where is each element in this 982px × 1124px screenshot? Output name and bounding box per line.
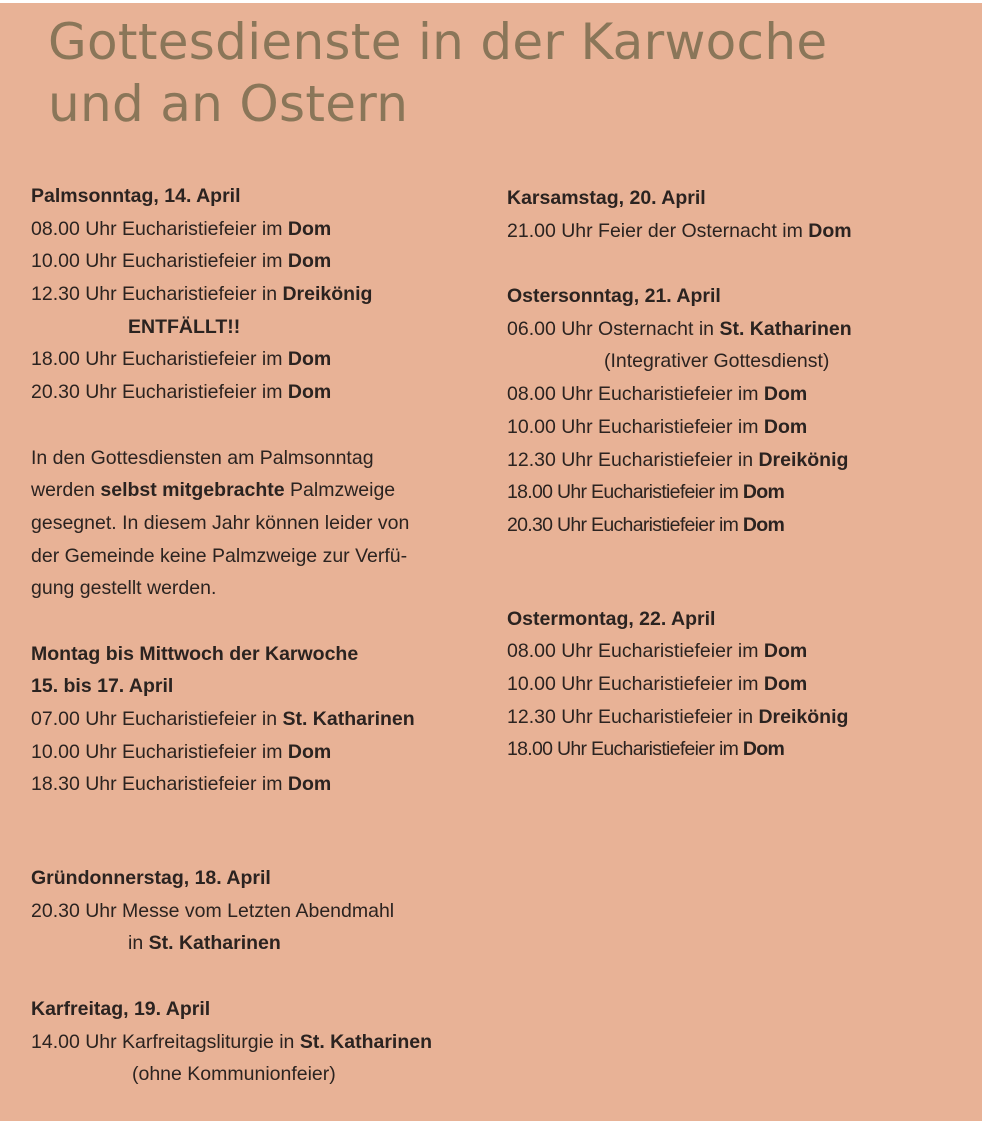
service-place: Dom bbox=[287, 381, 332, 404]
service-place: Dom bbox=[763, 672, 808, 695]
left-column bbox=[31, 180, 491, 1091]
service-line bbox=[507, 444, 967, 477]
service-time-text: 08.00 Uhr Eucharistiefeier im bbox=[31, 217, 288, 240]
service-place: Dom bbox=[808, 219, 852, 242]
service-place: Dom bbox=[763, 415, 808, 438]
service-time-text: 21.00 Uhr Feier der Osternacht im bbox=[507, 219, 809, 242]
note-text: Palmzweige bbox=[284, 479, 396, 502]
section-heading: Montag bis Mittwoch der Karwoche bbox=[31, 642, 359, 665]
section-palmsonntag bbox=[31, 180, 491, 409]
service-line bbox=[507, 509, 967, 542]
service-place: Dom bbox=[763, 383, 808, 406]
note-emphasis: selbst mitgebrachte bbox=[100, 479, 285, 502]
service-place: Dreikönig bbox=[282, 283, 373, 306]
service-place: Dom bbox=[287, 773, 332, 796]
section-karfreitag bbox=[31, 993, 491, 1091]
cancelled-note bbox=[31, 311, 491, 344]
service-line bbox=[507, 215, 967, 248]
service-place: Dreikönig bbox=[758, 705, 849, 728]
note-line: der Gemeinde keine Palmzweige zur Verfü- bbox=[31, 544, 408, 567]
service-time-text: 20.30 Uhr Eucharistiefeier im bbox=[507, 513, 743, 536]
section-ostersonntag bbox=[507, 280, 967, 542]
service-time-text: 18.00 Uhr Eucharistiefeier im bbox=[507, 738, 743, 761]
service-line bbox=[31, 1026, 491, 1059]
service-line bbox=[507, 476, 967, 509]
note-line: gung gestellt werden. bbox=[31, 577, 217, 600]
service-place: Dreikönig bbox=[758, 448, 849, 471]
service-line bbox=[31, 213, 491, 246]
flyer-panel bbox=[0, 3, 982, 1121]
service-time-text: 14.00 Uhr Karfreitagsliturgie in bbox=[31, 1030, 300, 1053]
service-line bbox=[31, 703, 491, 736]
service-place: St. Katharinen bbox=[299, 1030, 432, 1053]
service-line bbox=[507, 378, 967, 411]
service-time-text: 12.30 Uhr Eucharistiefeier in bbox=[31, 283, 283, 306]
service-line bbox=[31, 736, 491, 769]
section-heading: Ostermontag, 22. April bbox=[507, 607, 716, 630]
service-time-text: 10.00 Uhr Eucharistiefeier im bbox=[507, 672, 764, 695]
service-time-text: 07.00 Uhr Eucharistiefeier in bbox=[31, 708, 283, 730]
service-place: Dom bbox=[287, 217, 332, 240]
service-time-text: 06.00 Uhr Osternacht in bbox=[507, 317, 720, 340]
section-ostermontag bbox=[507, 603, 967, 766]
service-line bbox=[507, 411, 967, 444]
service-note: (Integrativer Gottesdienst) bbox=[604, 350, 830, 373]
service-time-text: 10.00 Uhr Eucharistiefeier im bbox=[31, 250, 288, 273]
service-line bbox=[507, 313, 967, 346]
service-time-text: 18.00 Uhr Eucharistiefeier im bbox=[507, 481, 743, 504]
section-heading: Ostersonntag, 21. April bbox=[507, 285, 721, 308]
service-time-text: 12.30 Uhr Eucharistiefeier in bbox=[507, 448, 759, 471]
service-place: Dom bbox=[742, 513, 785, 536]
note-text: werden bbox=[31, 479, 101, 502]
service-note: (ohne Kommunionfeier) bbox=[132, 1063, 336, 1086]
note-line: In den Gottesdiensten am Palmsonntag bbox=[31, 446, 374, 469]
section-heading: Karfreitag, 19. April bbox=[31, 997, 211, 1020]
section-karsamstag bbox=[507, 182, 967, 247]
service-time-text: 08.00 Uhr Eucharistiefeier im bbox=[507, 640, 764, 663]
service-place: St. Katharinen bbox=[282, 708, 415, 730]
service-line bbox=[31, 343, 491, 376]
service-line: 20.30 Uhr Messe vom Letzten Abendmahl bbox=[31, 899, 395, 922]
right-column bbox=[507, 182, 967, 766]
service-time-text: in bbox=[128, 932, 149, 955]
section-karwoche bbox=[31, 638, 491, 801]
service-place: Dom bbox=[287, 740, 332, 763]
service-place: St. Katharinen bbox=[148, 932, 281, 955]
service-line bbox=[507, 668, 967, 701]
service-time-text: 12.30 Uhr Eucharistiefeier in bbox=[507, 705, 759, 728]
service-time-text: 18.00 Uhr Eucharistiefeier im bbox=[31, 348, 288, 371]
section-heading: Gründonnerstag, 18. April bbox=[31, 867, 271, 890]
service-time-text: 10.00 Uhr Eucharistiefeier im bbox=[507, 415, 764, 438]
section-gruendonnerstag bbox=[31, 862, 491, 960]
note-line: gesegnet. In diesem Jahr können leider von bbox=[31, 511, 410, 534]
service-place-line bbox=[31, 927, 491, 960]
service-place: Dom bbox=[287, 250, 332, 273]
section-heading: Palmsonntag, 14. April bbox=[31, 185, 241, 207]
service-line bbox=[31, 768, 491, 801]
service-line bbox=[507, 635, 967, 668]
service-line bbox=[31, 245, 491, 278]
service-place: Dom bbox=[287, 348, 332, 371]
service-place: Dom bbox=[763, 640, 808, 663]
service-time-text: 08.00 Uhr Eucharistiefeier im bbox=[507, 383, 764, 406]
service-time-text: 10.00 Uhr Eucharistiefeier im bbox=[31, 740, 288, 763]
service-time-text: 20.30 Uhr Eucharistiefeier im bbox=[31, 381, 288, 404]
section-heading: Karsamstag, 20. April bbox=[507, 187, 706, 209]
service-place: St. Katharinen bbox=[719, 317, 852, 340]
page-title: Gottesdienste in der Karwoche und an Ostern bbox=[48, 13, 828, 133]
service-time-text: 18.30 Uhr Eucharistiefeier im bbox=[31, 773, 288, 796]
note-line bbox=[31, 474, 491, 507]
palm-note-paragraph bbox=[31, 442, 491, 605]
service-line bbox=[507, 701, 967, 734]
section-subheading: 15. bis 17. April bbox=[31, 675, 174, 698]
service-line bbox=[31, 278, 491, 311]
cancelled-label: ENTFÄLLT!! bbox=[128, 315, 241, 338]
service-place: Dom bbox=[742, 481, 785, 504]
service-line bbox=[31, 376, 491, 409]
service-place: Dom bbox=[742, 738, 785, 761]
service-line bbox=[507, 733, 967, 766]
